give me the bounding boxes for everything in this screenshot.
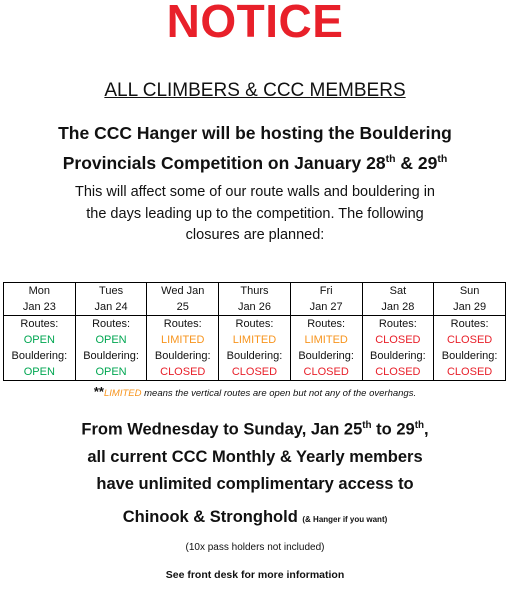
announcement-line-3: have unlimited complimentary access to	[96, 474, 414, 493]
footnote-text: means the vertical routes are open but not any of the overhangs.	[141, 388, 417, 399]
day-date: Jan 29	[453, 301, 487, 313]
routes-status: CLOSED	[375, 334, 421, 346]
day-header-cell	[75, 283, 147, 316]
day-name: Sun	[459, 285, 480, 297]
bouldering-label: Bouldering:	[154, 350, 211, 362]
routes-label: Routes:	[450, 318, 489, 330]
headline-line-2: Provincials Competition on January 28th & 29th	[62, 152, 448, 173]
bouldering-status: OPEN	[95, 366, 127, 378]
routes-status: OPEN	[95, 334, 127, 346]
day-status-cell	[290, 316, 362, 381]
routes-status: LIMITED	[161, 334, 205, 346]
headline-line-1: The CCC Hanger will be hosting the Bouldering	[58, 123, 452, 143]
day-header-cell	[4, 283, 76, 316]
schedule-header-row	[4, 283, 506, 316]
day-status-cell	[219, 316, 291, 381]
closure-description	[0, 182, 510, 247]
description-line: This will affect some of our route walls and bouldering in	[74, 184, 435, 200]
day-status-cell	[4, 316, 76, 381]
bouldering-label: Bouldering:	[11, 350, 68, 362]
notice-title: NOTICE	[166, 0, 344, 47]
day-date: 25	[176, 301, 189, 313]
bouldering-label: Bouldering:	[83, 350, 139, 362]
venue-list	[0, 508, 510, 527]
footnote	[0, 384, 510, 399]
front-desk-info: See front desk for more information	[165, 569, 345, 581]
day-header-cell	[434, 283, 506, 316]
day-header-cell	[362, 283, 434, 316]
day-status-cell	[147, 316, 219, 381]
day-name: Wed Jan	[161, 285, 205, 297]
day-date: Jan 23	[22, 301, 56, 313]
description-line: the days leading up to the competition. The following	[86, 205, 424, 222]
routes-status: LIMITED	[304, 334, 348, 346]
day-date: Jan 26	[237, 301, 271, 313]
routes-label: Routes:	[92, 318, 131, 330]
bouldering-status: CLOSED	[303, 366, 349, 378]
bouldering-status: CLOSED	[231, 366, 278, 378]
bouldering-label: Bouldering:	[298, 350, 354, 362]
schedule-status-row	[4, 316, 506, 381]
day-name: Mon	[28, 285, 51, 297]
routes-label: Routes:	[20, 318, 59, 330]
venue-names: Chinook & Stronghold	[122, 508, 298, 526]
day-name: Sat	[389, 285, 407, 297]
footnote-stars: **	[93, 384, 104, 399]
day-date: Jan 24	[94, 301, 128, 313]
routes-status: LIMITED	[232, 334, 277, 346]
description-line: closures are planned:	[185, 227, 325, 243]
bouldering-status: OPEN	[23, 366, 55, 378]
announcement-line-1: From Wednesday to Sunday, Jan 25th to 29th,	[81, 420, 429, 439]
routes-status: OPEN	[23, 334, 55, 346]
routes-label: Routes:	[378, 318, 417, 330]
routes-label: Routes:	[163, 318, 202, 330]
event-headline	[0, 120, 510, 176]
routes-label: Routes:	[307, 318, 346, 330]
bouldering-status: CLOSED	[375, 366, 421, 378]
closure-schedule-table	[3, 282, 506, 381]
day-status-cell	[75, 316, 147, 381]
day-status-cell	[362, 316, 434, 381]
day-header-cell	[219, 283, 291, 316]
day-name: Tues	[99, 285, 124, 297]
bouldering-status: CLOSED	[446, 366, 493, 378]
member-announcement	[0, 412, 510, 498]
bouldering-status: CLOSED	[160, 366, 206, 378]
bouldering-label: Bouldering:	[226, 350, 283, 362]
footnote-keyword: LIMITED	[104, 388, 142, 399]
routes-status: CLOSED	[446, 334, 493, 346]
announcement-line-2: all current CCC Monthly & Yearly members	[87, 447, 423, 466]
venue-note: (& Hanger if you want)	[302, 515, 388, 524]
day-name: Thurs	[240, 285, 269, 297]
day-header-cell	[147, 283, 219, 316]
bouldering-label: Bouldering:	[370, 350, 426, 362]
audience-heading: ALL CLIMBERS & CCC MEMBERS	[104, 80, 406, 101]
bouldering-label: Bouldering:	[441, 350, 498, 362]
day-status-cell	[434, 316, 506, 381]
exclusion-note: (10x pass holders not included)	[185, 542, 325, 553]
day-name: Fri	[319, 285, 333, 297]
routes-label: Routes:	[235, 318, 274, 330]
day-header-cell	[290, 283, 362, 316]
day-date: Jan 28	[381, 301, 415, 313]
day-date: Jan 27	[309, 301, 343, 313]
